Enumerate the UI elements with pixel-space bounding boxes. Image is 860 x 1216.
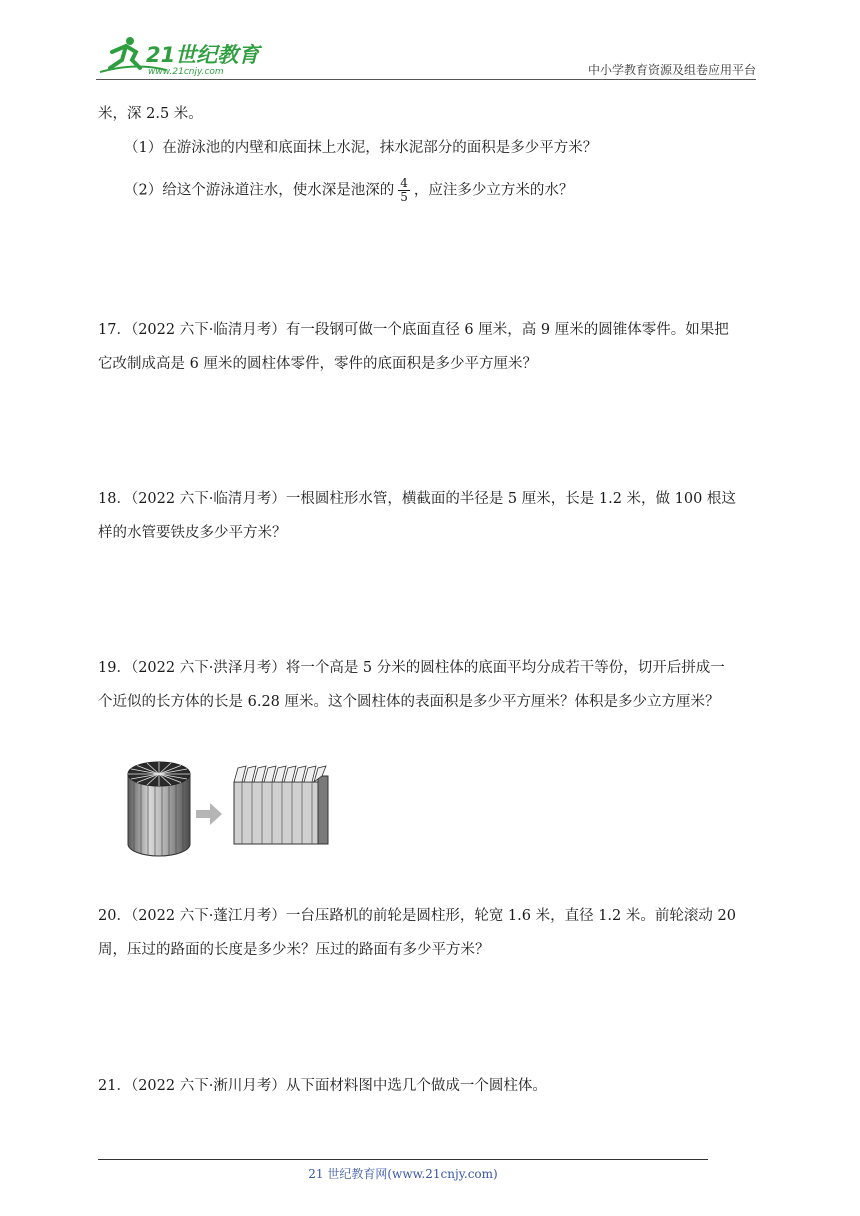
cylinder-icon	[128, 762, 190, 856]
q17-line2: 它改制成高是 6 厘米的圆柱体零件，零件的底面积是多少平方厘米？	[98, 356, 537, 372]
site-logo	[96, 32, 266, 78]
header-divider	[96, 79, 756, 80]
q16-sub2	[124, 177, 573, 204]
q18-line2: 样的水管要铁皮多少平方米？	[98, 525, 287, 541]
q20-line1: 20．（2022 六下·蓬江月考）一台压路机的前轮是圆柱形，轮宽 1.6 米，直径 1.2 米。前轮滚动 20	[98, 908, 736, 924]
q16-sub2-before: （2）给这个游泳道注水，使水深是池深的	[124, 182, 395, 199]
svg-text:21世纪教育: 21世纪教育	[146, 43, 260, 67]
footer-divider	[98, 1159, 708, 1160]
q16-sub2-after: ，应注多少立方米的水？	[413, 182, 574, 199]
q16-line-continuation: 米，深 2.5 米。	[98, 106, 203, 122]
rearranged-cuboid-icon	[234, 766, 328, 844]
arrow-right-icon	[196, 803, 222, 825]
q21-line1: 21．（2022 六下·淅川月考）从下面材料图中选几个做成一个圆柱体。	[98, 1078, 547, 1094]
platform-name: 中小学教育资源及组卷应用平台	[587, 63, 756, 77]
q20-line2: 周，压过的路面的长度是多少米？压过的路面有多少平方米？	[98, 942, 490, 958]
fraction-four-fifths: $\frac{4}{5}$	[400, 176, 408, 204]
q16-sub1: （1）在游泳池的内壁和底面抹上水泥，抹水泥部分的面积是多少平方米？	[124, 140, 598, 156]
cylinder-rearrangement-figure	[124, 752, 330, 858]
footer-link[interactable]: 21 世纪教育网(www.21cnjy.com)	[308, 1167, 498, 1181]
q17-line1: 17．（2022 六下·临清月考）有一段钢可做一个底面直径 6 厘米，高 9 厘米的圆锥体零件。如果把	[98, 322, 729, 338]
q19-line1: 19．（2022 六下·洪泽月考）将一个高是 5 分米的圆柱体的底面平均分成若干等份，切开后拼成一	[98, 660, 725, 676]
q19-line2: 个近似的长方体的长是 6.28 厘米。这个圆柱体的表面积是多少平方厘米？体积是多少立方厘米？	[98, 694, 720, 710]
q18-line1: 18．（2022 六下·临清月考）一根圆柱形水管，横截面的半径是 5 厘米，长是 1.2 米，做 100 根这	[98, 491, 736, 507]
svg-text:www.21cnjy.com: www.21cnjy.com	[148, 67, 224, 77]
